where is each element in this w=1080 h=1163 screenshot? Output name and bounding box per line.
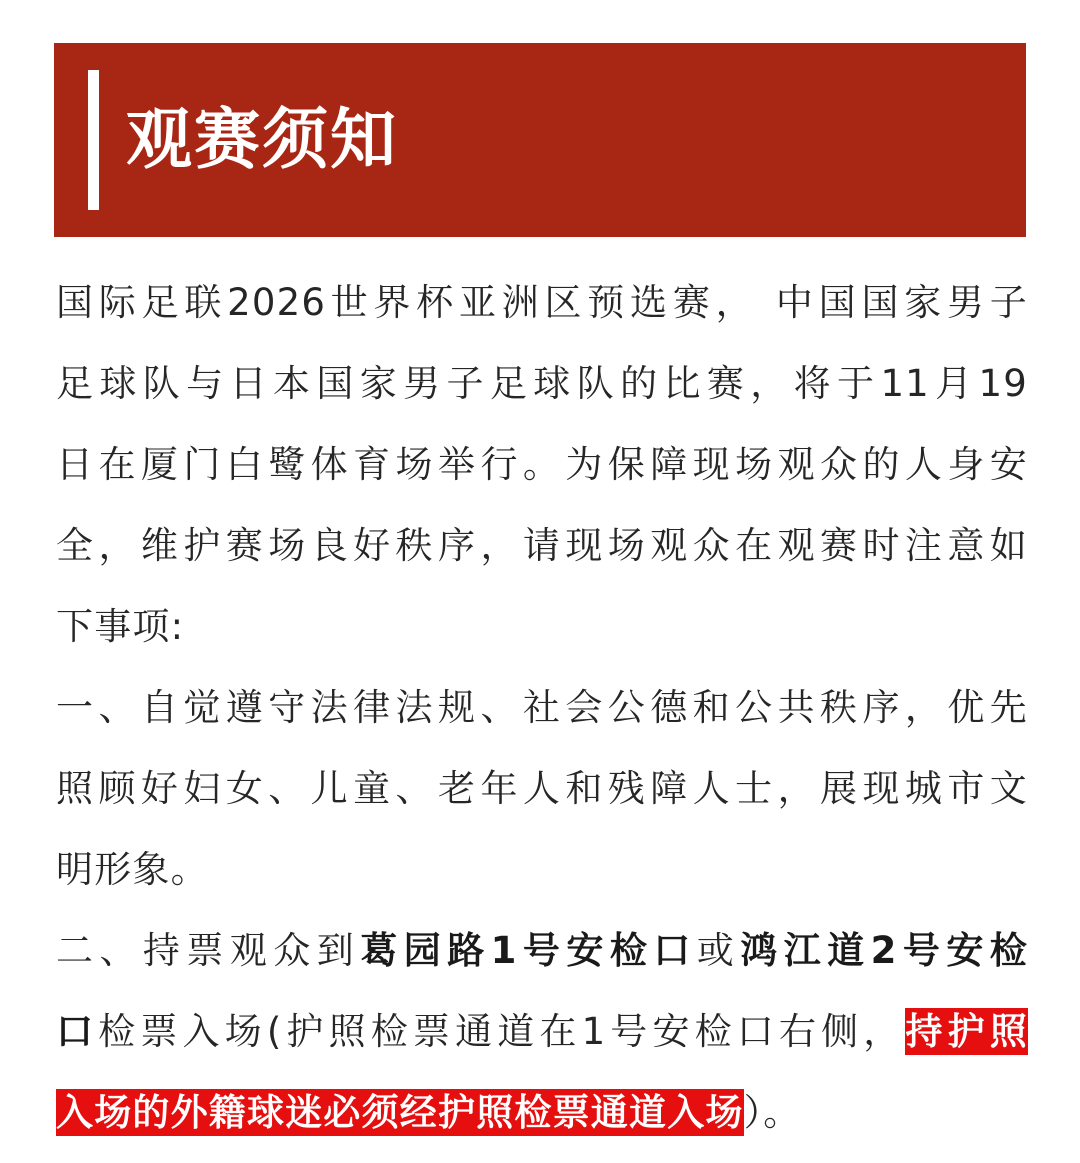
page-title: 观赛须知 xyxy=(126,101,398,178)
highlighted-text: 入场的外籍球迷必须经护照检票通道入场 xyxy=(56,1091,744,1134)
text-line xyxy=(56,1072,1028,1153)
text-line xyxy=(56,343,1028,424)
bold-text: 口 xyxy=(56,1010,99,1053)
text-segment: 全，维护赛场良好秩序，请现场观众在观赛时注意如 xyxy=(56,524,1028,567)
title-accent-bar xyxy=(88,70,99,210)
text-segment: 日在厦门白鹭体育场举行。为保障现场观众的人身安 xyxy=(56,443,1028,486)
text-segment: 一、自觉遵守法律法规、社会公德和公共秩序，优先 xyxy=(56,686,1028,729)
bold-text: 鸿江道2号安检 xyxy=(740,929,1028,972)
text-segment: ）。 xyxy=(743,1091,802,1134)
text-line xyxy=(56,910,1028,991)
bold-text: 葛园路1号安检口 xyxy=(360,929,697,972)
text-segment: 明形象。 xyxy=(56,848,209,891)
text-line xyxy=(56,991,1028,1072)
text-segment: 足球队与日本国家男子足球队的比赛，将于11月19 xyxy=(56,362,1028,405)
title-banner xyxy=(54,43,1026,237)
text-line xyxy=(56,748,1028,829)
text-segment: 下事项: xyxy=(56,605,185,648)
text-line xyxy=(56,586,1028,667)
text-line xyxy=(56,262,1028,343)
text-line xyxy=(56,424,1028,505)
text-line xyxy=(56,505,1028,586)
highlighted-text: 持护照 xyxy=(905,1010,1028,1053)
text-line xyxy=(56,667,1028,748)
text-segment: 二、持票观众到 xyxy=(56,929,361,972)
text-line xyxy=(56,829,1028,910)
notice-body xyxy=(56,262,1028,1153)
text-segment: 检票入场(护照检票通道在1号安检口右侧， xyxy=(98,1010,906,1053)
text-segment: 国际足联2026世界杯亚洲区预选赛， 中国国家男子 xyxy=(56,281,1028,324)
text-segment: 照顾好妇女、儿童、老年人和残障人士，展现城市文 xyxy=(56,767,1028,810)
text-segment: 或 xyxy=(696,929,741,972)
